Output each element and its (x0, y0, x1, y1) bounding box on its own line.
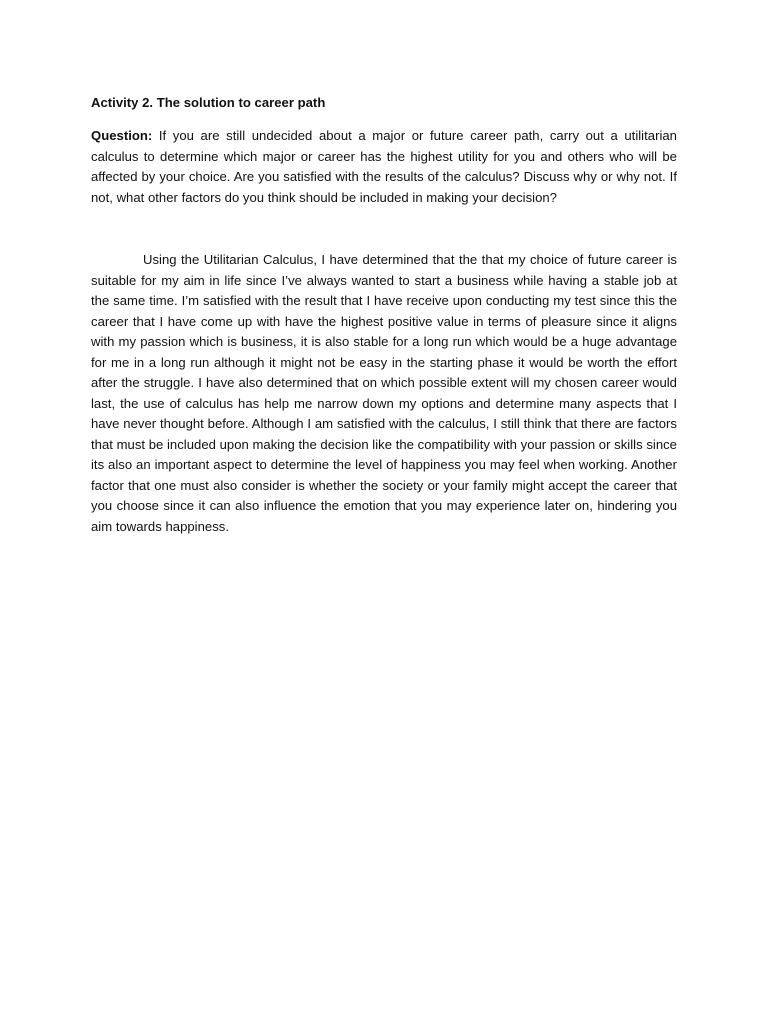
activity-heading: Activity 2. The solution to career path (91, 95, 326, 110)
answer-paragraph: Using the Utilitarian Calculus, I have determined that the that my choice of future career is suitable for my aim in life since I’ve always wanted to start a business while having a stable job at the same time. I’m satisfied with the result that I have receive upon conducting my test since this the career that I have come up with have the highest positive value in terms of pleasure since it aligns with my passion which is business, it is also stable for a long run which would be a huge advantage for me in a long run although it might not be easy in the starting phase it would be worth the effort after the struggle. I have also determined that on which possible extent will my chosen career would last, the use of calculus has help me narrow down my options and determine many aspects that I have never thought before. Although I am satisfied with the calculus, I still think that there are factors that must be included upon making the decision like the compatibility with your passion or skills since its also an important aspect to determine the level of happiness you may feel when working. Another factor that one must also consider is whether the society or your family might accept the career that you choose since it can also influence the emotion that you may experience later on, hindering you aim towards happiness. (91, 252, 677, 534)
question-paragraph (91, 126, 677, 208)
question-label: Question: (91, 128, 153, 143)
question-text: If you are still undecided about a major or future career path, carry out a utilitarian calculus to determine which major or career has the highest utility for you and others who will be affected by your choice. Are you satisfied with the results of the calculus? Discuss why or why not. If not, what other factors do you think should be included in making your decision? (91, 128, 677, 205)
document-content (91, 95, 677, 537)
